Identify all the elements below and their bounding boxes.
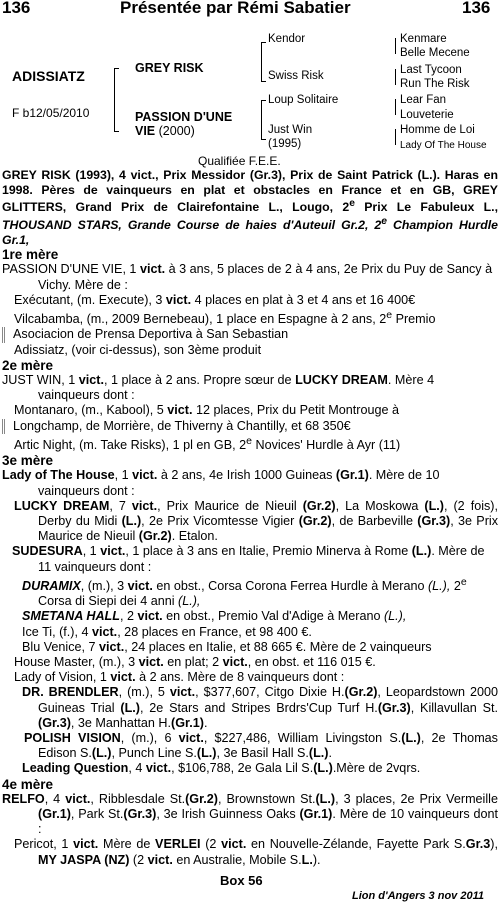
- dam-2-entry: JUST WIN, 1 vict., 1 place à 2 ans. Propre sœur de LUCKY DREAM. Mère 4 vainqueurs dont :: [2, 372, 435, 403]
- great-grandparent-6: Louveterie: [400, 109, 454, 121]
- produce-sudesura: SUDESURA, 1 vict., 1 place à 3 ans en Italie, Premio Minerva à Rome (L.). Mère de 11 vainqueurs dont :: [12, 544, 485, 574]
- great-grandparent-1: Kenmare: [400, 33, 447, 45]
- page-title: Présentée par Rémi Sabatier: [120, 0, 351, 17]
- qualification: Qualifiée F.E.E.: [198, 154, 281, 168]
- lot-number-right: 136: [462, 0, 491, 17]
- produce-montanaro-cont: Longchamp, de Morrière, de Thiverny à Chantilly, et 68 350€: [2, 419, 498, 434]
- sire-bracket: [261, 42, 266, 82]
- produce-blu-venice: Blu Venice, 7 vict., 24 places en Italie, et 88 665 €. Mère de 2 vainqueurs: [22, 639, 432, 654]
- produce-polish-vision: POLISH VISION, (m.), 6 vict., $227,486, William Livingston S.(L.), 2e Thomas Edison S.(L.), Punch Line S.(L.), 3e Basil Hall S.(L.).: [24, 731, 498, 761]
- sire-description: GREY RISK (1993), 4 vict., Prix Messidor (Gr.3), Prix de Saint Patrick (L.). Haras en 1998. Pères de vainqueurs en plat et obstacles en France et en GB, GREY GLITTERS, Grand Prix de Clairefontaine L., Lougo, 2e Prix Le Fabuleux L., THOUSAND STARS, Grande Course de haies d'Auteuil Gr.2, 2e Champion Hurdle Gr.1,: [2, 168, 498, 247]
- produce-smetana-hall: SMETANA HALL, 2 vict. en obst., Premio Val d'Adige à Merano (L.),: [22, 609, 407, 624]
- grandsire-4a: Just Win: [268, 124, 313, 136]
- produce-vilcabamba: Vilcabamba, (m., 2009 Bernebeau), 1 place en Espagne à 2 ans, 2e Premio: [14, 308, 436, 327]
- dam-3-entry: Lady of The House, 1 vict. à 2 ans, 4e Irish 1000 Guineas (Gr.1). Mère de 10 vainqueurs dont :: [2, 468, 440, 498]
- box-number: Box 56: [220, 873, 263, 888]
- produce-house-master: House Master, (m.), 3 vict. en plat; 2 vict., en obst. et 116 015 €.: [14, 655, 376, 669]
- horse-info: F b12/05/2010: [12, 106, 90, 120]
- produce-adissiatz: Adissiatz, (voir ci-dessus), son 3ème produit: [14, 342, 262, 357]
- pedigree-bracket: [114, 68, 119, 132]
- produce-pericot: Pericot, 1 vict. Mère de VERLEI (2 vict. en Nouvelle-Zélande, Fayette Park S.Gr.3), MY JASPA (NZ) (2 vict. en Australie, Mobile S.L.).: [14, 837, 498, 867]
- section-1re-mere: 1re mère: [2, 247, 59, 263]
- grandsire-4b: (1995): [268, 138, 302, 150]
- sire-name: GREY RISK: [135, 61, 204, 75]
- great-grandparent-8: Lady Of The House: [400, 140, 487, 151]
- section-3e-mere: 3e mère: [2, 453, 54, 469]
- produce-executant: Exécutant, (m. Execute), 3 vict. 4 places en plat à 3 et 4 ans et 16 400€: [14, 292, 416, 307]
- dam-bracket: [261, 100, 266, 140]
- section-2e-mere: 2e mère: [2, 357, 54, 373]
- produce-vilcabamba-cont: Asociacion de Prensa Deportiva à San Sebastian: [2, 327, 498, 342]
- grandsire-3: Loup Solitaire: [268, 94, 339, 106]
- catalogue-body: [2, 168, 498, 868]
- section-4e-mere: 4e mère: [2, 776, 54, 792]
- produce-ice-ti: Ice Ti, (f.), 4 vict., 28 places en France, et 98 400 €.: [22, 624, 312, 639]
- lot-number-left: 136: [2, 0, 31, 17]
- produce-artic-night: Artic Night, (m. Take Risks), 1 pl en GB, 2e Novices' Hurdle à Ayr (11): [14, 434, 401, 452]
- dam-name-line2: VIE (2000): [135, 124, 195, 138]
- produce-dr-brendler: DR. BRENDLER, (m.), 5 vict., $377,607, Citgo Dixie H.(Gr.2), Leopardstown 2000 Guineas Trial (L.), 2e Stars and Stripes Brdrs'Cup Turf H.(Gr.3), Killavullan St.(Gr.3), 3e Manhattan H.(Gr.1).: [22, 685, 498, 730]
- grandsire-1: Kendor: [268, 33, 306, 45]
- great-grandparent-3: Last Tycoon: [400, 64, 462, 76]
- great-grandparent-5: Lear Fan: [400, 94, 447, 106]
- produce-lady-of-vision: Lady of Vision, 1 vict. à 2 ans. Mère de 8 vainqueurs dont :: [14, 670, 345, 685]
- produce-duramix: DURAMIX, (m.), 3 vict. en obst., Corsa Corona Ferrea Hurdle à Merano (L.), 2e Corsa di Siepi dei 4 anni (L.),: [22, 575, 467, 609]
- produce-leading-question: Leading Question, 4 vict., $106,788, 2e Gala Lil S.(L.).Mère de 2vqrs.: [22, 761, 421, 776]
- great-grandparent-4: Run The Risk: [400, 78, 470, 90]
- grandsire-2: Swiss Risk: [268, 70, 324, 82]
- great-grandparent-2: Belle Mecene: [400, 47, 470, 59]
- great-grandparent-7: Homme de Loi: [400, 124, 475, 136]
- horse-name: ADISSIATZ: [12, 68, 85, 84]
- dam-4-entry: RELFO, 4 vict., Ribblesdale St.(Gr.2), Brownstown St.(L.), 3 places, 2e Prix Vermeille (Gr.1), Park St.(Gr.3), 3e Irish Guinness Oaks (Gr.1). Mère de 10 vainqueurs dont :: [2, 791, 498, 837]
- dam-name-line1: PASSION D'UNE: [135, 110, 233, 124]
- dam-1-entry: PASSION D'UNE VIE, 1 vict. à 3 ans, 5 places de 2 à 4 ans, 2e Prix du Puy de Sancy à Vichy. Mère de :: [2, 262, 493, 292]
- produce-lucky-dream: LUCKY DREAM, 7 vict., Prix Maurice de Nieuil (Gr.2), La Moskowa (L.), (2 fois), Derby du Midi (L.), 2e Prix Vicomtesse Vigier (Gr.2), de Barbeville (Gr.3), 3e Prix Maurice de Nieuil (Gr.2). Etalon.: [14, 498, 498, 544]
- produce-montanaro: Montanaro, (m., Kabool), 5 vict. 12 places, Prix du Petit Montrouge à: [14, 403, 400, 418]
- sale-info: Lion d'Angers 3 nov 2011: [352, 890, 484, 902]
